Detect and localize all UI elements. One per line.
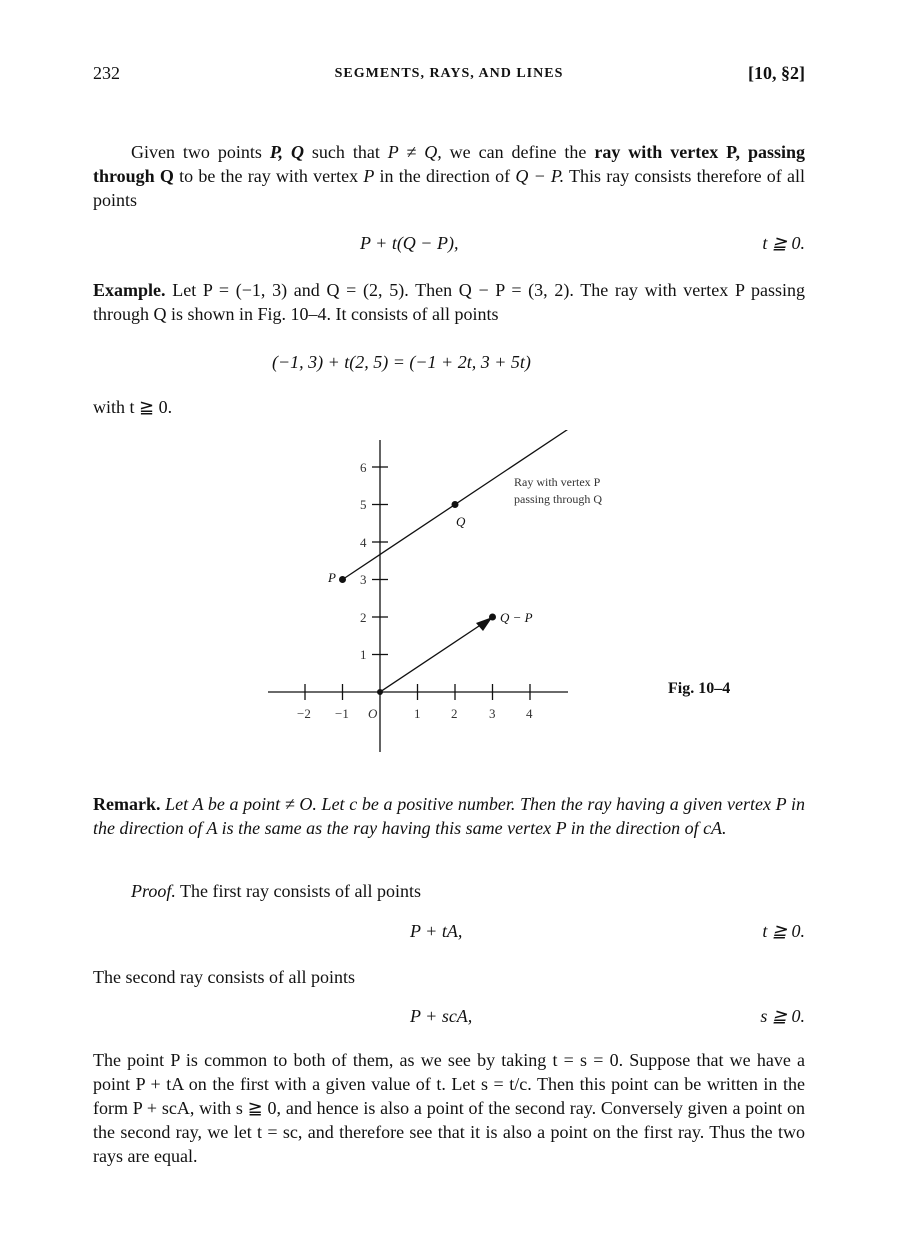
x-tick-label: 1 bbox=[414, 706, 421, 721]
proof-paragraph bbox=[93, 879, 805, 903]
x-tick-label: O bbox=[368, 706, 378, 721]
y-tick-label: 5 bbox=[360, 497, 367, 512]
point-q-minus-p-label: Q − P bbox=[500, 610, 533, 625]
with-t-condition: with t ≧ 0. bbox=[93, 397, 173, 417]
point-p-label: P bbox=[328, 570, 336, 585]
example-text: Let P = (−1, 3) and Q = (2, 5). Then Q − P = (3, 2). The ray with vertex P passing through Q is shown in Fig. 10–4. It consists of all points bbox=[93, 280, 805, 324]
ray-definition-term: ray with vertex P, passing through Q bbox=[93, 142, 805, 186]
figure-10-4 bbox=[250, 430, 650, 770]
math-run: P ≠ Q, bbox=[387, 142, 442, 162]
remark-text: Let A be a point ≠ O. Let c be a positive number. Then the ray having a given vertex P in the direction of A is the same as the ray having this same vertex P in the direction of cA. bbox=[93, 794, 805, 838]
equation-4-condition: s ≧ 0. bbox=[760, 1006, 805, 1026]
y-tick-label: 2 bbox=[360, 610, 367, 625]
equation-1: P + t(Q − P), bbox=[360, 233, 459, 253]
x-tick-label: −1 bbox=[335, 706, 349, 721]
text-run: such that bbox=[303, 142, 388, 162]
y-tick-label: 4 bbox=[360, 535, 367, 550]
proof-label: Proof. bbox=[131, 881, 176, 901]
example-paragraph bbox=[93, 278, 805, 326]
origin-point bbox=[377, 689, 383, 695]
section-ref: [10, §2] bbox=[748, 63, 805, 83]
y-tick-label: 6 bbox=[360, 460, 367, 475]
text-run: Given two points bbox=[131, 142, 270, 162]
math-run: Q − P. bbox=[515, 166, 565, 186]
remark-label: Remark. bbox=[93, 794, 161, 814]
figure-caption: Fig. 10–4 bbox=[668, 680, 731, 697]
text-run: we can define the bbox=[441, 142, 595, 162]
math-run: P, Q bbox=[269, 142, 304, 162]
text-run: to be the ray with vertex bbox=[173, 166, 364, 186]
ray-label-line-1: Ray with vertex P bbox=[514, 475, 601, 489]
equation-2: (−1, 3) + t(2, 5) = (−1 + 2t, 3 + 5t) bbox=[272, 352, 531, 372]
second-ray-sentence: The second ray consists of all points bbox=[93, 967, 355, 987]
equation-3-condition: t ≧ 0. bbox=[762, 921, 805, 941]
ray-label-line-2: passing through Q bbox=[514, 492, 602, 506]
proof-text: The first ray consists of all points bbox=[175, 881, 421, 901]
vector-q-minus-p bbox=[380, 617, 493, 692]
intro-paragraph bbox=[93, 140, 805, 212]
point-p bbox=[339, 576, 346, 583]
math-run: P bbox=[363, 166, 375, 186]
equation-1-condition: t ≧ 0. bbox=[762, 233, 805, 253]
x-tick-label: −2 bbox=[297, 706, 311, 721]
point-q-label: Q bbox=[456, 514, 466, 529]
final-paragraph: The point P is common to both of them, as we see by taking t = s = 0. Suppose that we have a point P + tA on the first with a given value of t. Let s = t/c. Then this point can be written in the form P + scA, with s ≧ 0, and hence is also a point of the second ray. Conversely given a point on the second ray, we let t = sc, and therefore see that it is also a point on the first ray. Thus the two rays are equal. bbox=[93, 1050, 805, 1166]
x-tick-label: 2 bbox=[451, 706, 458, 721]
y-tick-label: 3 bbox=[360, 572, 367, 587]
x-tick-label: 4 bbox=[526, 706, 533, 721]
equation-3: P + tA, bbox=[410, 921, 463, 941]
y-tick-label: 1 bbox=[360, 647, 367, 662]
point-q bbox=[452, 501, 459, 508]
example-label: Example. bbox=[93, 280, 166, 300]
equation-4: P + scA, bbox=[410, 1006, 473, 1026]
running-title: SEGMENTS, RAYS, AND LINES bbox=[334, 66, 564, 81]
text-run: in the direction of bbox=[374, 166, 516, 186]
page-number: 232 bbox=[93, 63, 120, 83]
text-run: This ray consists therefore of all points bbox=[93, 166, 805, 210]
vector-arrowhead bbox=[476, 617, 493, 631]
remark-paragraph bbox=[93, 792, 805, 840]
x-tick-label: 3 bbox=[489, 706, 496, 721]
